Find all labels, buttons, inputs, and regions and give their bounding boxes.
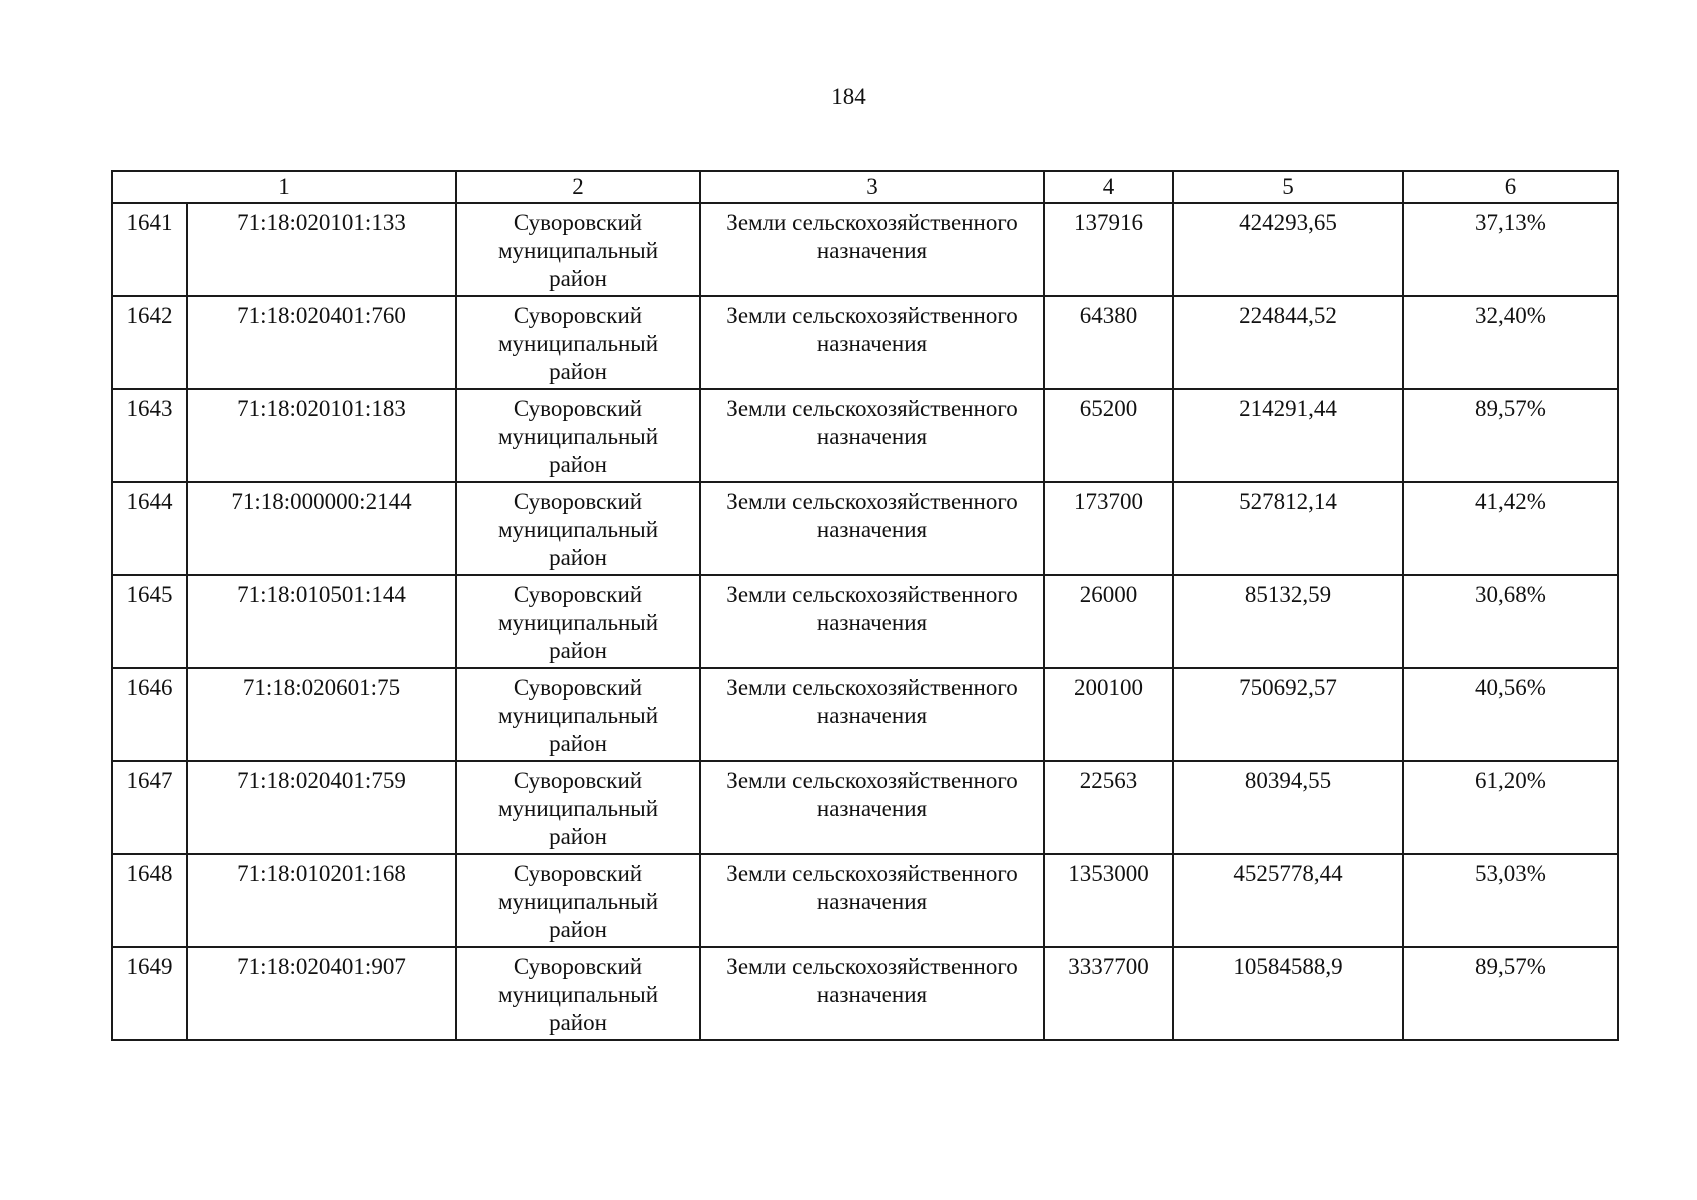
district-line: район xyxy=(549,824,607,849)
district-line: муниципальный xyxy=(497,796,659,821)
page-number: 184 xyxy=(831,84,866,109)
category-line: назначения xyxy=(816,703,928,728)
column-header-1: 1 xyxy=(112,171,456,203)
district-line: муниципальный xyxy=(497,238,659,263)
category-line: Земли сельскохозяйственного xyxy=(726,582,1018,607)
cost-value: 4525778,44 xyxy=(1173,854,1403,947)
district-cell xyxy=(456,668,700,761)
cost-value: 80394,55 xyxy=(1173,761,1403,854)
land-category-cell xyxy=(700,668,1044,761)
cost-value: 10584588,9 xyxy=(1173,947,1403,1040)
land-category-cell xyxy=(700,947,1044,1040)
row-index: 1649 xyxy=(112,947,187,1040)
district-line: район xyxy=(549,1010,607,1035)
table-row xyxy=(112,947,1618,1040)
category-line: Земли сельскохозяйственного xyxy=(726,861,1018,886)
row-index: 1647 xyxy=(112,761,187,854)
district-line: район xyxy=(549,917,607,942)
column-header-2: 2 xyxy=(456,171,700,203)
land-category-cell xyxy=(700,296,1044,389)
district-line: район xyxy=(549,266,607,291)
district-line: Суворовский xyxy=(513,768,643,793)
land-category-cell xyxy=(700,575,1044,668)
category-line: назначения xyxy=(816,424,928,449)
category-line: назначения xyxy=(816,796,928,821)
district-line: муниципальный xyxy=(497,889,659,914)
area-value: 137916 xyxy=(1044,203,1173,296)
cost-value: 85132,59 xyxy=(1173,575,1403,668)
cost-value: 527812,14 xyxy=(1173,482,1403,575)
category-line: назначения xyxy=(816,517,928,542)
cadastral-number: 71:18:020601:75 xyxy=(187,668,456,761)
district-line: район xyxy=(549,731,607,756)
percent-value: 89,57% xyxy=(1403,389,1618,482)
land-plots-table xyxy=(111,170,1619,1041)
table-row xyxy=(112,389,1618,482)
percent-value: 61,20% xyxy=(1403,761,1618,854)
district-line: муниципальный xyxy=(497,610,659,635)
district-line: Суворовский xyxy=(513,489,643,514)
category-line: назначения xyxy=(816,331,928,356)
row-index: 1648 xyxy=(112,854,187,947)
percent-value: 41,42% xyxy=(1403,482,1618,575)
table-row xyxy=(112,575,1618,668)
district-cell xyxy=(456,296,700,389)
area-value: 200100 xyxy=(1044,668,1173,761)
district-cell xyxy=(456,575,700,668)
area-value: 26000 xyxy=(1044,575,1173,668)
column-header-6: 6 xyxy=(1403,171,1618,203)
cost-value: 214291,44 xyxy=(1173,389,1403,482)
district-line: Суворовский xyxy=(513,582,643,607)
district-line: район xyxy=(549,638,607,663)
cadastral-number: 71:18:020401:907 xyxy=(187,947,456,1040)
column-header-3: 3 xyxy=(700,171,1044,203)
cost-value: 224844,52 xyxy=(1173,296,1403,389)
row-index: 1643 xyxy=(112,389,187,482)
area-value: 22563 xyxy=(1044,761,1173,854)
district-line: Суворовский xyxy=(513,675,643,700)
percent-value: 89,57% xyxy=(1403,947,1618,1040)
cadastral-number: 71:18:010201:168 xyxy=(187,854,456,947)
column-header-4: 4 xyxy=(1044,171,1173,203)
category-line: назначения xyxy=(816,610,928,635)
row-index: 1646 xyxy=(112,668,187,761)
district-line: район xyxy=(549,452,607,477)
row-index: 1641 xyxy=(112,203,187,296)
category-line: Земли сельскохозяйственного xyxy=(726,675,1018,700)
district-line: Суворовский xyxy=(513,210,643,235)
district-line: муниципальный xyxy=(497,424,659,449)
percent-value: 37,13% xyxy=(1403,203,1618,296)
district-line: Суворовский xyxy=(513,303,643,328)
area-value: 3337700 xyxy=(1044,947,1173,1040)
category-line: Земли сельскохозяйственного xyxy=(726,396,1018,421)
cadastral-number: 71:18:020101:133 xyxy=(187,203,456,296)
category-line: назначения xyxy=(816,238,928,263)
district-line: район xyxy=(549,359,607,384)
cost-value: 424293,65 xyxy=(1173,203,1403,296)
category-line: Земли сельскохозяйственного xyxy=(726,954,1018,979)
district-line: муниципальный xyxy=(497,703,659,728)
cadastral-number: 71:18:010501:144 xyxy=(187,575,456,668)
percent-value: 32,40% xyxy=(1403,296,1618,389)
area-value: 64380 xyxy=(1044,296,1173,389)
row-index: 1642 xyxy=(112,296,187,389)
table-row xyxy=(112,668,1618,761)
district-cell xyxy=(456,854,700,947)
district-line: муниципальный xyxy=(497,517,659,542)
district-cell xyxy=(456,389,700,482)
table-row xyxy=(112,482,1618,575)
cadastral-number: 71:18:020401:759 xyxy=(187,761,456,854)
area-value: 1353000 xyxy=(1044,854,1173,947)
row-index: 1644 xyxy=(112,482,187,575)
category-line: Земли сельскохозяйственного xyxy=(726,489,1018,514)
district-cell xyxy=(456,203,700,296)
percent-value: 40,56% xyxy=(1403,668,1618,761)
land-category-cell xyxy=(700,854,1044,947)
district-cell xyxy=(456,947,700,1040)
district-line: муниципальный xyxy=(497,982,659,1007)
district-line: Суворовский xyxy=(513,396,643,421)
cadastral-number: 71:18:020101:183 xyxy=(187,389,456,482)
table-row xyxy=(112,761,1618,854)
row-index: 1645 xyxy=(112,575,187,668)
land-category-cell xyxy=(700,482,1044,575)
land-category-cell xyxy=(700,203,1044,296)
table-row xyxy=(112,203,1618,296)
district-cell xyxy=(456,482,700,575)
percent-value: 30,68% xyxy=(1403,575,1618,668)
category-line: назначения xyxy=(816,889,928,914)
table-row xyxy=(112,854,1618,947)
land-category-cell xyxy=(700,761,1044,854)
category-line: назначения xyxy=(816,982,928,1007)
column-header-5: 5 xyxy=(1173,171,1403,203)
district-cell xyxy=(456,761,700,854)
area-value: 65200 xyxy=(1044,389,1173,482)
land-category-cell xyxy=(700,389,1044,482)
table-row xyxy=(112,296,1618,389)
cadastral-number: 71:18:000000:2144 xyxy=(187,482,456,575)
cadastral-number: 71:18:020401:760 xyxy=(187,296,456,389)
district-line: Суворовский xyxy=(513,861,643,886)
district-line: Суворовский xyxy=(513,954,643,979)
area-value: 173700 xyxy=(1044,482,1173,575)
category-line: Земли сельскохозяйственного xyxy=(726,768,1018,793)
category-line: Земли сельскохозяйственного xyxy=(726,210,1018,235)
table-header-row xyxy=(112,171,1618,203)
percent-value: 53,03% xyxy=(1403,854,1618,947)
category-line: Земли сельскохозяйственного xyxy=(726,303,1018,328)
district-line: район xyxy=(549,545,607,570)
district-line: муниципальный xyxy=(497,331,659,356)
cost-value: 750692,57 xyxy=(1173,668,1403,761)
